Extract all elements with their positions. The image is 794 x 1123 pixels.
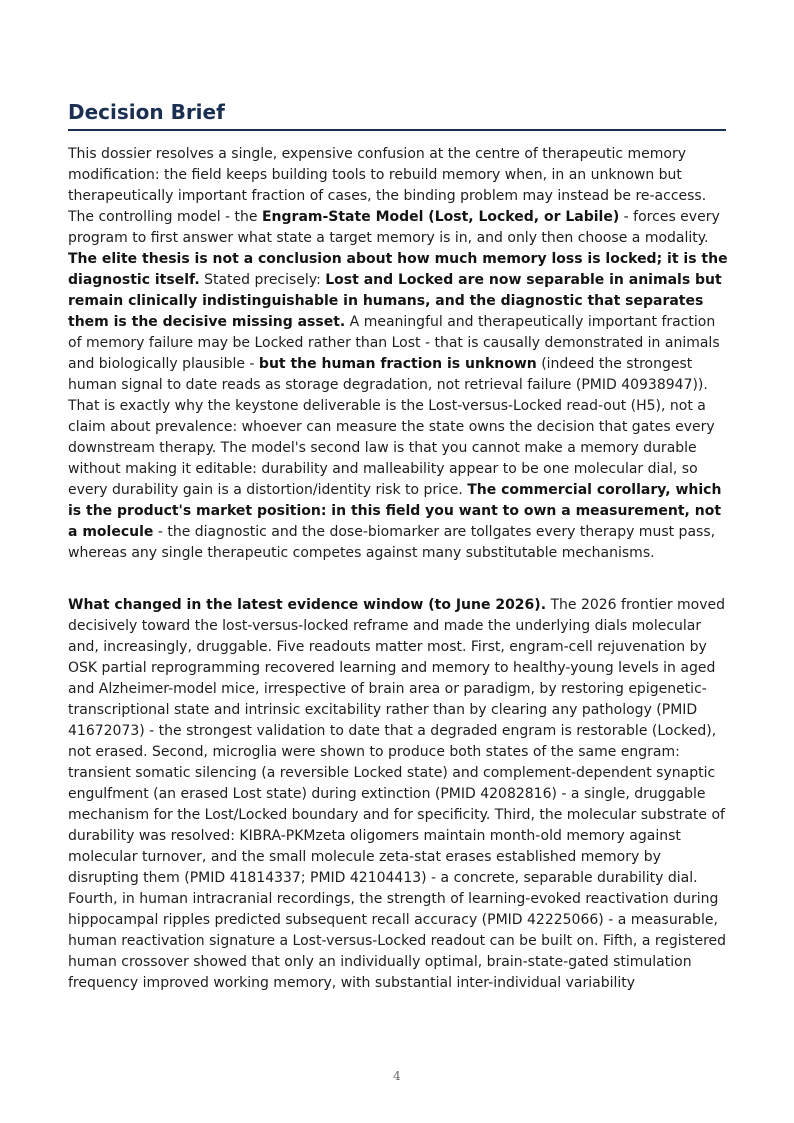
- page-number: 4: [393, 1069, 401, 1083]
- bold-text-run: but the human fraction is unknown: [258, 356, 537, 372]
- bold-text-run: Lost and Locked are now separable in animals but remain clinically indistinguishable in humans, and the diagnostic that separates them is the decisive missing asset.: [68, 272, 722, 330]
- bold-text-run: Engram-State Model (Lost, Locked, or Labile): [261, 209, 620, 225]
- text-run: Stated precisely:: [199, 272, 326, 288]
- bold-text-run: The commercial corollary, which is the product's market position: in this field you want to own a measurement, not a molecule: [68, 482, 722, 540]
- text-run: (indeed the strongest human signal to date reads as storage degradation, not retrieval failure (PMID 40938947)). That is exactly why the keystone deliverable is the Lost-versus-Locked read-out (H5), not a claim about prevalence: whoever can measure the state owns the decision that gates every downstream therapy. The model's second law is that you cannot make a memory durable without making it editable: durability and malleability appear to be one molecular dial, so every durability gain is a distortion/identity risk to price.: [68, 356, 715, 498]
- section-title: Decision Brief: [68, 100, 225, 124]
- bold-text-run: The elite thesis is not a conclusion about how much memory loss is locked; it is the diagnostic itself.: [68, 251, 728, 288]
- title-underline-rule: [68, 129, 726, 131]
- text-run: This dossier resolves a single, expensive confusion at the centre of therapeutic memory modification: the field keeps building tools to rebuild memory when, in an unknown but therapeutically important fraction of cases, the binding problem may instead be re-access. The controlling model - the: [68, 146, 707, 225]
- body-paragraph-1: [68, 144, 730, 564]
- body-paragraph-2: [68, 595, 730, 994]
- text-run: The 2026 frontier moved decisively toward the lost-versus-locked reframe and made the underlying dials molecular and, increasingly, druggable. Five readouts matter most. First, engram-cell rejuvenation by OSK partial reprogramming recovered learning and memory to healthy-young levels in aged and Alzheimer-model mice, irrespective of brain area or paradigm, by restoring epigenetic-transcriptional state and intrinsic excitability rather than by clearing any pathology (PMID 41672073) - the strongest validation to date that a degraded engram is restorable (Locked), not erased. Second, microglia were shown to produce both states of the same engram: transient somatic silencing (a reversible Locked state) and complement-dependent synaptic engulfment (an erased Lost state) during extinction (PMID 42082816) - a single, druggable mechanism for the Lost/Locked boundary and for specificity. Third, the molecular substrate of durability was resolved: KIBRA-PKMzeta oligomers maintain month-old memory against molecular turnover, and the small molecule zeta-stat erases established memory by disrupting them (PMID 41814337; PMID 42104413) - a concrete, separable durability dial. Fourth, in human intracranial recordings, the strength of learning-evoked reactivation during hippocampal ripples predicted subsequent recall accuracy (PMID 42225066) - a measurable, human reactivation signature a Lost-versus-Locked readout can be built on. Fifth, a registered human crossover showed that only an individually optimal, brain-state-gated stimulation frequency improved working memory, with substantial inter-individual variability: [68, 597, 727, 991]
- text-run: - the diagnostic and the dose-biomarker are tollgates every therapy must pass, whereas any single therapeutic competes against many substitutable mechanisms.: [68, 524, 716, 561]
- bold-text-run: What changed in the latest evidence window (to June 2026).: [68, 597, 547, 613]
- text-run: - forces every program to first answer what state a target memory is in, and only then choose a modality.: [68, 209, 720, 246]
- text-run: A meaningful and therapeutically important fraction of memory failure may be Locked rather than Lost - that is causally demonstrated in animals and biologically plausible -: [68, 314, 720, 372]
